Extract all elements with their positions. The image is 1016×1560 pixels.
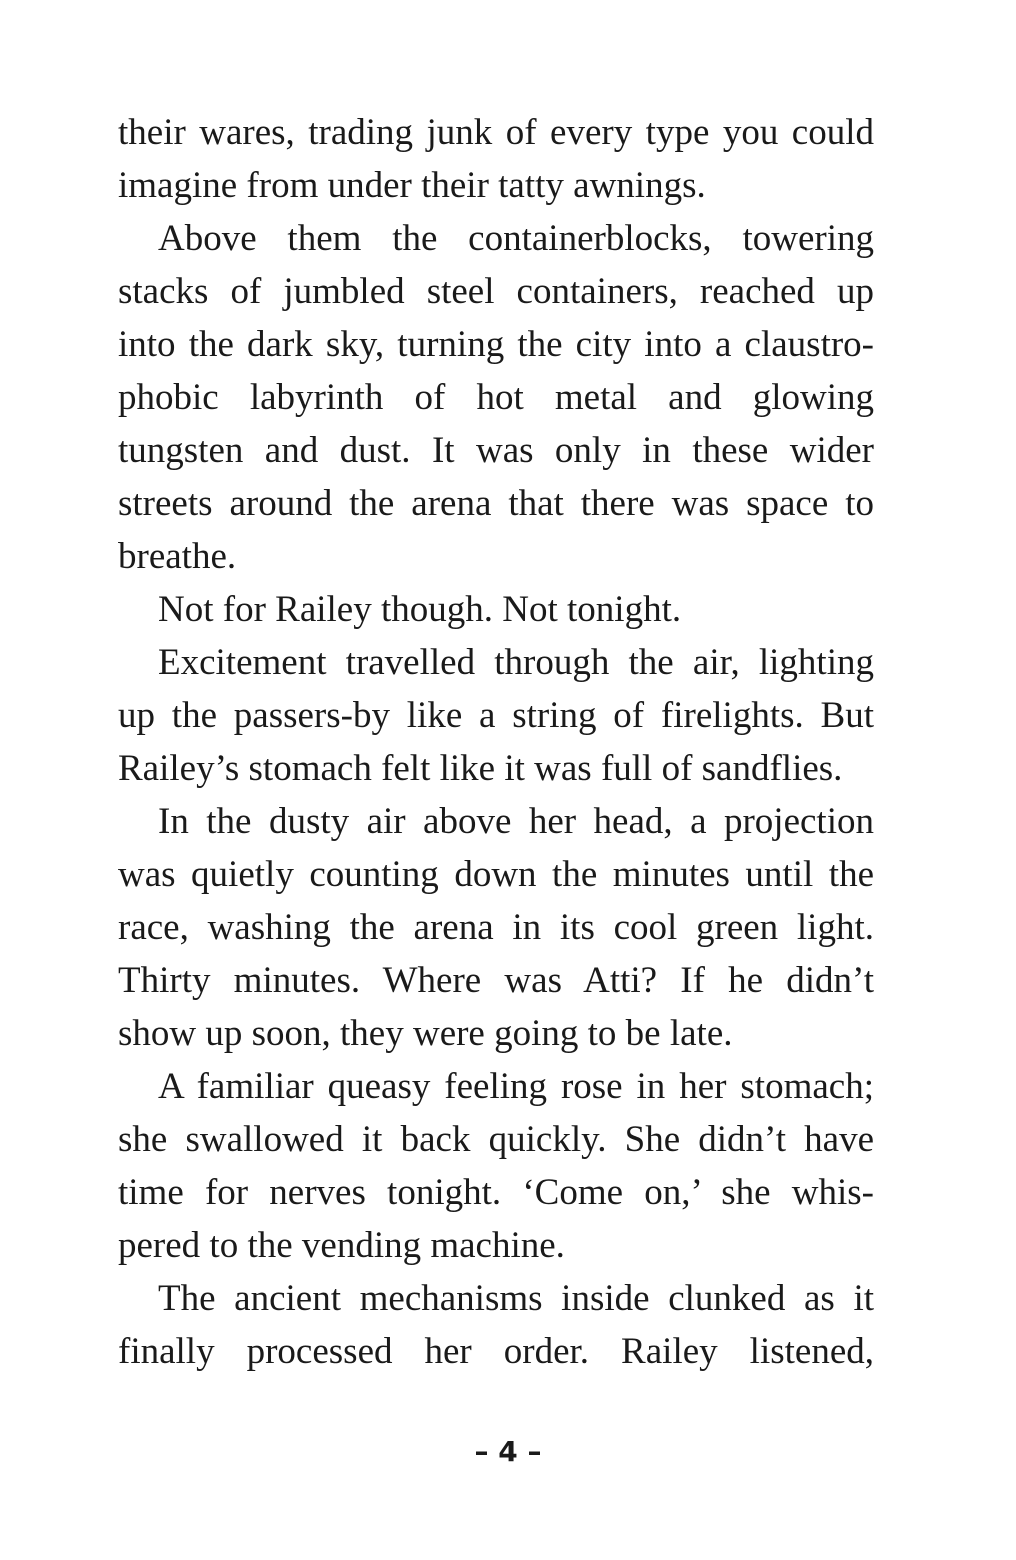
text-line: pered to the vending machine. [118,1225,565,1266]
text-line: show up soon, they were going to be late. [118,1013,733,1054]
text-line: race, washing the arena in its cool green light. [118,907,874,948]
text-line: Above them the containerblocks, towering [158,218,874,259]
text-line: streets around the arena that there was space to [118,483,874,524]
text-line: she swallowed it back quickly. She didn’t have [118,1119,874,1160]
text-line: A familiar queasy feeling rose in her stomach; [158,1066,874,1107]
text-line: time for nerves tonight. ‘Come on,’ she whis- [118,1172,874,1213]
text-line: Thirty minutes. Where was Atti? If he didn’t [118,960,874,1001]
text-line: phobic labyrinth of hot metal and glowing [118,377,874,418]
text-line: was quietly counting down the minutes until the [118,854,874,895]
text-line: Not for Railey though. Not tonight. [158,589,682,630]
text-line: Excitement travelled through the air, lighting [158,642,874,683]
text-line: finally processed her order. Railey listened, [118,1331,874,1372]
body-text [118,106,874,1378]
text-line: The ancient mechanisms inside clunked as it [158,1278,874,1319]
text-line: In the dusty air above her head, a projection [158,801,874,842]
page-number: – 4 – [474,1435,542,1468]
text-line: Railey’s stomach felt like it was full of sandflies. [118,748,843,789]
text-line: breathe. [118,536,237,577]
text-line: into the dark sky, turning the city into a claustro- [118,324,874,365]
text-line: their wares, trading junk of every type you could [118,112,874,153]
text-line: imagine from under their tatty awnings. [118,165,706,206]
text-line: tungsten and dust. It was only in these wider [118,430,874,471]
text-line: up the passers-by like a string of firelights. But [118,695,874,736]
text-line: stacks of jumbled steel containers, reached up [118,271,874,312]
